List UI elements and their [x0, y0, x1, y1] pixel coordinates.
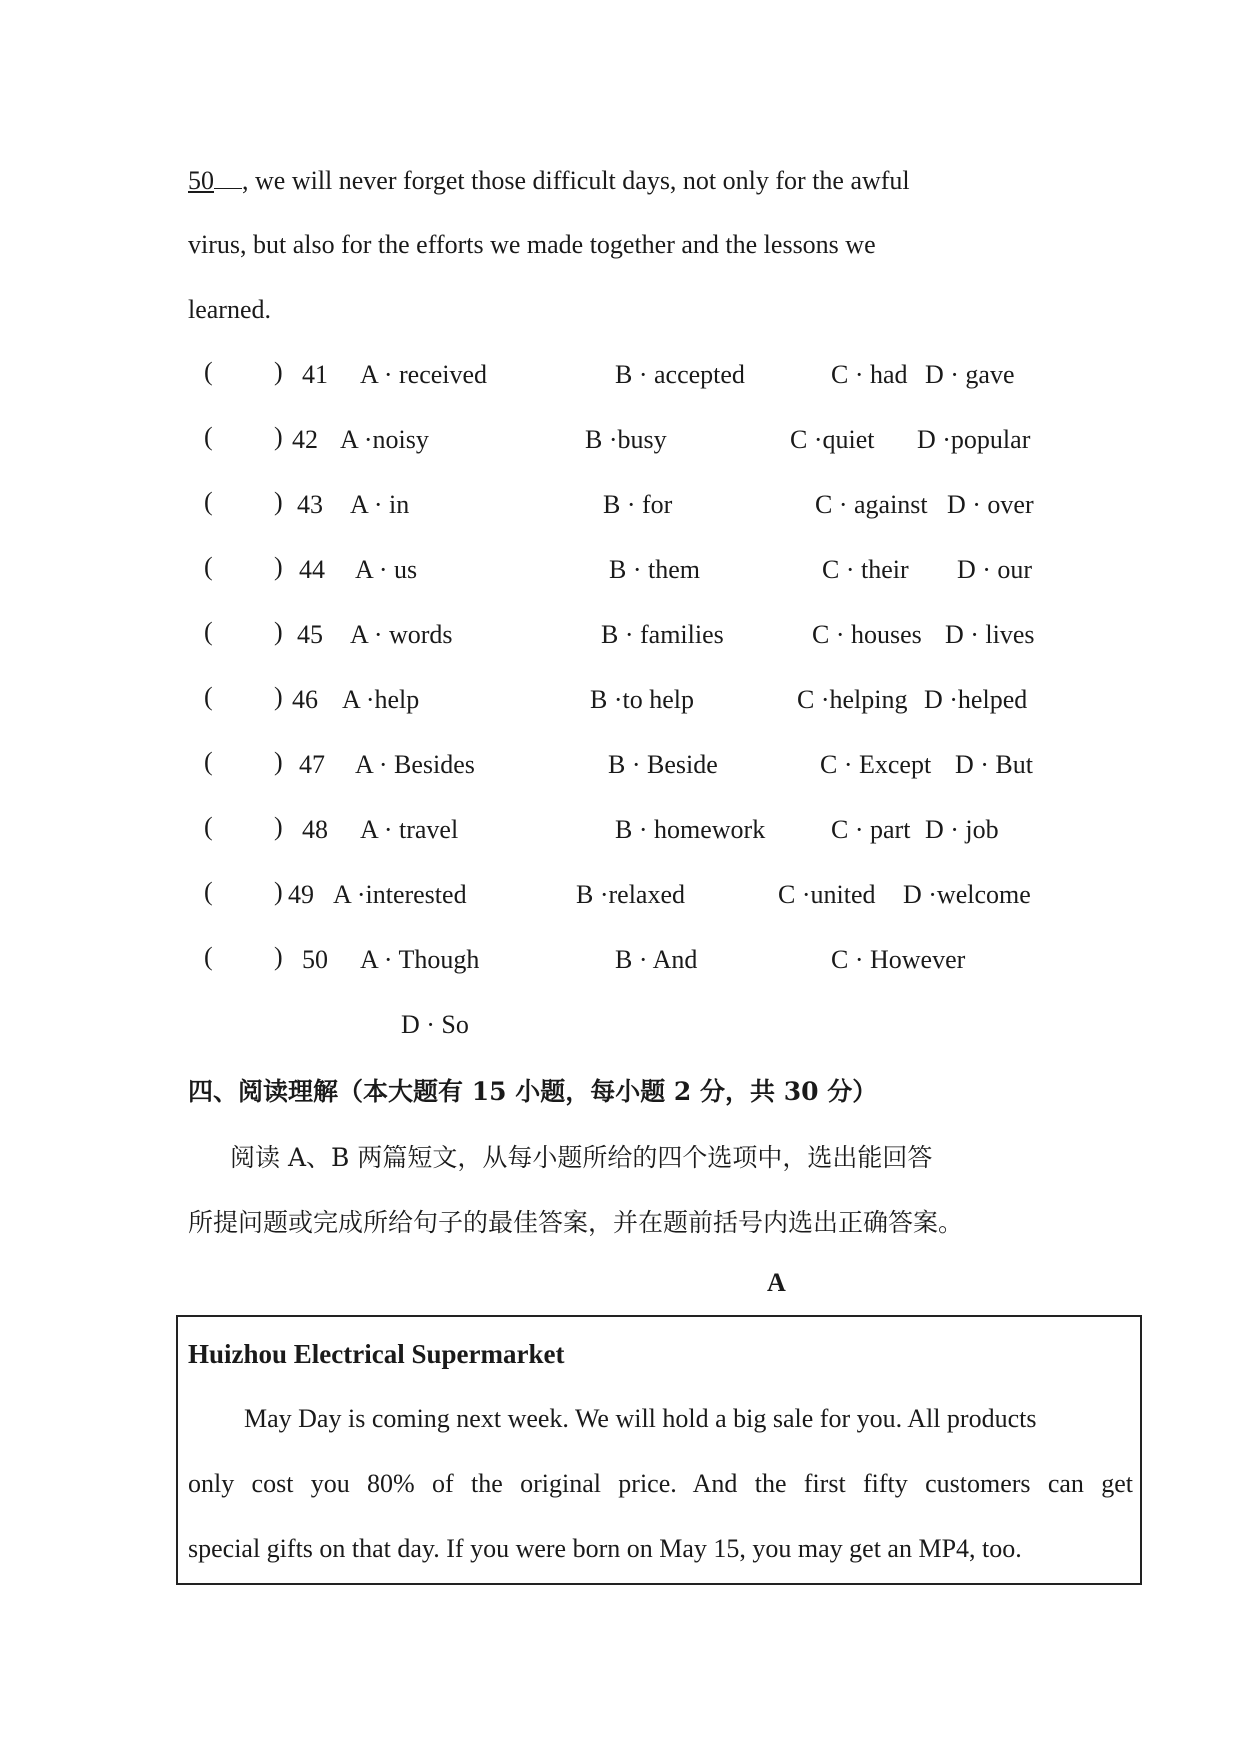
- option-b[interactable]: B ·to help: [590, 685, 694, 714]
- option-a[interactable]: A · Though: [360, 945, 480, 974]
- answer-paren-open[interactable]: (: [204, 747, 213, 776]
- blank-underline: [214, 166, 242, 189]
- passage-line-2: virus, but also for the efforts we made together and the lessons we: [188, 230, 876, 259]
- passage-line-1: [188, 166, 910, 196]
- option-d[interactable]: D · So: [401, 1010, 469, 1039]
- option-c[interactable]: C ·helping: [797, 685, 908, 714]
- passage-text-1: , we will never forget those difficult days, not only for the awful: [242, 166, 910, 195]
- option-d[interactable]: D · gave: [925, 360, 1015, 389]
- question-number: 49: [288, 880, 314, 909]
- answer-paren-close[interactable]: ): [274, 812, 283, 841]
- option-d[interactable]: D ·welcome: [903, 880, 1031, 909]
- option-d[interactable]: D · job: [925, 815, 999, 844]
- option-b[interactable]: B · them: [609, 555, 700, 584]
- answer-paren-close[interactable]: ): [274, 422, 283, 451]
- option-a[interactable]: A · us: [355, 555, 418, 584]
- option-c[interactable]: C ·quiet: [790, 425, 875, 454]
- answer-paren-close[interactable]: ): [274, 942, 283, 971]
- answer-paren-open[interactable]: (: [204, 812, 213, 841]
- option-b[interactable]: B · Beside: [608, 750, 718, 779]
- option-c[interactable]: C · Except: [820, 750, 932, 779]
- answer-paren-open[interactable]: (: [204, 682, 213, 711]
- option-c[interactable]: C · had: [831, 360, 908, 389]
- answer-paren-close[interactable]: ): [274, 877, 283, 906]
- option-c[interactable]: C · However: [831, 945, 966, 974]
- option-c[interactable]: C ·united: [778, 880, 876, 909]
- option-a[interactable]: A · Besides: [355, 750, 475, 779]
- answer-paren-open[interactable]: (: [204, 877, 213, 906]
- question-number: 46: [292, 685, 318, 714]
- question-number: 50: [302, 945, 328, 974]
- option-b[interactable]: B · families: [601, 620, 724, 649]
- option-b[interactable]: B ·relaxed: [576, 880, 686, 909]
- option-a[interactable]: A · in: [350, 490, 410, 519]
- answer-paren-close[interactable]: ): [274, 487, 283, 516]
- question-number: 41: [302, 360, 328, 389]
- ad-line-3: special gifts on that day. If you were born on May 15, you may get an MP4, too.: [188, 1534, 1022, 1563]
- answer-paren-close[interactable]: ): [274, 682, 283, 711]
- option-c[interactable]: C · against: [815, 490, 928, 519]
- question-number: 44: [299, 555, 325, 584]
- answer-paren-open[interactable]: (: [204, 357, 213, 386]
- ad-line-1: May Day is coming next week. We will hold a big sale for you. All products: [244, 1404, 1037, 1433]
- answer-paren-open[interactable]: (: [204, 487, 213, 516]
- answer-paren-close[interactable]: ): [274, 747, 283, 776]
- ad-line-2: only cost you 80% of the original price. And the first fifty customers can get: [188, 1469, 1133, 1498]
- answer-paren-open[interactable]: (: [204, 617, 213, 646]
- passage-label: A: [767, 1268, 786, 1297]
- instructions-line-1: 阅读 A、B 两篇短文，从每小题所给的四个选项中，选出能回答: [230, 1143, 933, 1172]
- question-number: 43: [297, 490, 323, 519]
- question-number: 47: [299, 750, 325, 779]
- option-b[interactable]: B · And: [615, 945, 698, 974]
- option-d[interactable]: D ·popular: [917, 425, 1031, 454]
- answer-paren-close[interactable]: ): [274, 552, 283, 581]
- ad-title: Huizhou Electrical Supermarket: [188, 1339, 565, 1369]
- option-d[interactable]: D · But: [955, 750, 1033, 779]
- instructions-line-2: 所提问题或完成所给句子的最佳答案，并在题前括号内选出正确答案。: [188, 1208, 964, 1237]
- question-number: 42: [292, 425, 318, 454]
- option-c[interactable]: C · their: [822, 555, 909, 584]
- passage-line-3: learned.: [188, 295, 272, 324]
- answer-paren-open[interactable]: (: [204, 942, 213, 971]
- section-heading: 四、阅读理解（本大题有 15 小题，每小题 2 分，共 30 分）: [188, 1077, 878, 1106]
- answer-paren-close[interactable]: ): [274, 617, 283, 646]
- option-c[interactable]: C · part: [831, 815, 911, 844]
- option-a[interactable]: A · travel: [360, 815, 459, 844]
- blank-50: 50: [188, 166, 214, 195]
- option-c[interactable]: C · houses: [812, 620, 922, 649]
- question-number: 48: [302, 815, 328, 844]
- option-a[interactable]: A ·help: [342, 685, 420, 714]
- answer-paren-open[interactable]: (: [204, 422, 213, 451]
- answer-paren-open[interactable]: (: [204, 552, 213, 581]
- question-number: 45: [297, 620, 323, 649]
- option-d[interactable]: D · lives: [945, 620, 1035, 649]
- option-d[interactable]: D · our: [957, 555, 1033, 584]
- option-b[interactable]: B ·busy: [585, 425, 667, 454]
- answer-paren-close[interactable]: ): [274, 357, 283, 386]
- option-b[interactable]: B · accepted: [615, 360, 745, 389]
- option-a[interactable]: A · received: [360, 360, 488, 389]
- option-b[interactable]: B · for: [603, 490, 673, 519]
- option-d[interactable]: D · over: [947, 490, 1034, 519]
- advertisement-box: [176, 1315, 1142, 1585]
- option-d[interactable]: D ·helped: [924, 685, 1028, 714]
- option-a[interactable]: A · words: [350, 620, 453, 649]
- option-a[interactable]: A ·interested: [333, 880, 467, 909]
- option-a[interactable]: A ·noisy: [340, 425, 429, 454]
- option-b[interactable]: B · homework: [615, 815, 766, 844]
